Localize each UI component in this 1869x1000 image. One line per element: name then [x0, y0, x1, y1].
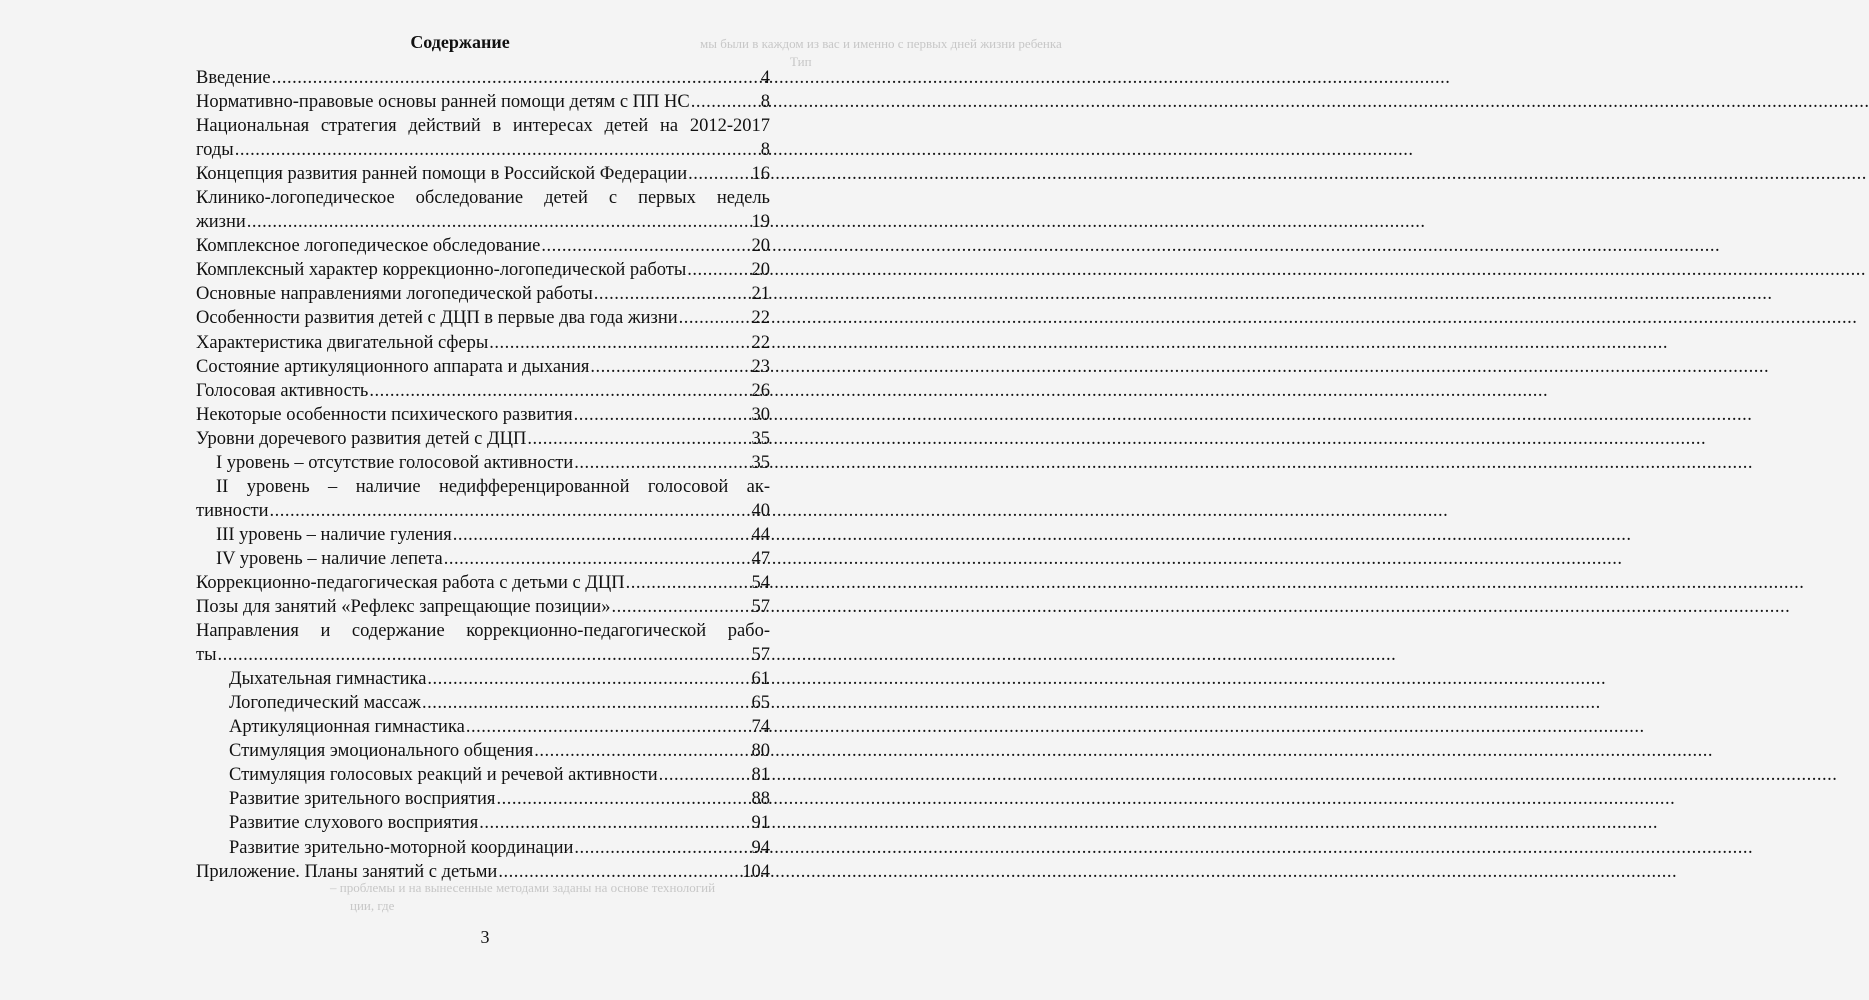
toc-entry: Национальная стратегия действий в интересах детей на 2012-2017 — [196, 116, 770, 137]
toc-entry: Особенности развития детей с ДЦП в первые два года жизни ..... 22 — [196, 306, 770, 330]
toc-entry: Артикуляционная гимнастика ..... 74 — [196, 715, 770, 739]
toc-entry: Нормативно-правовые основы ранней помощи детям с ПП НС ..... 8 — [196, 90, 770, 114]
toc-entry: Стимуляция голосовых реакций и речевой активности ..... 81 — [196, 763, 770, 787]
toc-entry: I уровень – отсутствие голосовой активности ..... 35 — [196, 451, 770, 475]
toc-entry: жизни ..... 19 — [196, 210, 770, 234]
toc-entry: Состояние артикуляционного аппарата и дыхания ..... 23 — [196, 355, 770, 379]
toc-entry: Клинико-логопедическое обследование детей с первых недель — [196, 188, 770, 209]
toc-entry: тивности ..... 40 — [196, 499, 770, 523]
toc-entry: Стимуляция эмоционального общения ..... 80 — [196, 739, 770, 763]
toc-entry: Уровни доречевого развития детей с ДЦП ..... 35 — [196, 427, 770, 451]
toc-entry: II уровень – наличие недифференцированной голосовой ак- — [216, 476, 770, 497]
toc-entry: Позы для занятий «Рефлекс запрещающие позиции» ..... 57 — [196, 595, 770, 619]
toc-entry: Логопедический массаж ..... 65 — [196, 691, 770, 715]
bleed-through-text: Тип — [790, 54, 812, 69]
toc-entry: Развитие зрительного восприятия ..... 88 — [196, 787, 770, 811]
toc-entry: Дыхательная гимнастика ..... 61 — [196, 667, 770, 691]
bleed-through-text: – проблемы и на вынесенные методами заданы на основе технологий — [330, 880, 716, 895]
toc-entry: Развитие слухового восприятия ..... 91 — [196, 811, 770, 835]
toc-entry: Введение ..... 4 — [196, 66, 770, 90]
toc-entry: Некоторые особенности психического развития ..... 30 — [196, 403, 770, 427]
table-of-contents — [196, 66, 770, 884]
toc-entry: Концепция развития ранней помощи в Российской Федерации ..... 16 — [196, 162, 770, 186]
bleed-through-text: ции, где — [350, 898, 395, 913]
toc-entry: Направления и содержание коррекционно-педагогической рабо- — [196, 621, 770, 642]
toc-entry: Голосовая активность ..... 26 — [196, 379, 770, 403]
toc-entry: III уровень – наличие гуления ..... 44 — [196, 523, 770, 547]
toc-entry: Характеристика двигательной сферы ..... 22 — [196, 331, 770, 355]
toc-entry: годы ..... 8 — [196, 138, 770, 162]
toc-entry: Основные направлениями логопедической работы ..... 21 — [196, 282, 770, 306]
toc-entry: Развитие зрительно-моторной координации ..... 94 — [196, 836, 770, 860]
toc-entry: ты ..... 57 — [196, 643, 770, 667]
bleed-through-text: мы были в каждом из вас и именно с первых дней жизни ребенка — [700, 36, 1062, 51]
toc-entry: Коррекционно-педагогическая работа с детьми с ДЦП ..... 54 — [196, 571, 770, 595]
toc-entry: Комплексное логопедическое обследование ..... 20 — [196, 234, 770, 258]
page-number: 3 — [480, 927, 490, 947]
page-title: Содержание — [410, 32, 510, 52]
toc-entry: IV уровень – наличие лепета ..... 47 — [196, 547, 770, 571]
toc-entry: Приложение. Планы занятий с детьми ..... 104 — [196, 860, 770, 884]
toc-entry: Комплексный характер коррекционно-логопедической работы ..... 20 — [196, 258, 770, 282]
